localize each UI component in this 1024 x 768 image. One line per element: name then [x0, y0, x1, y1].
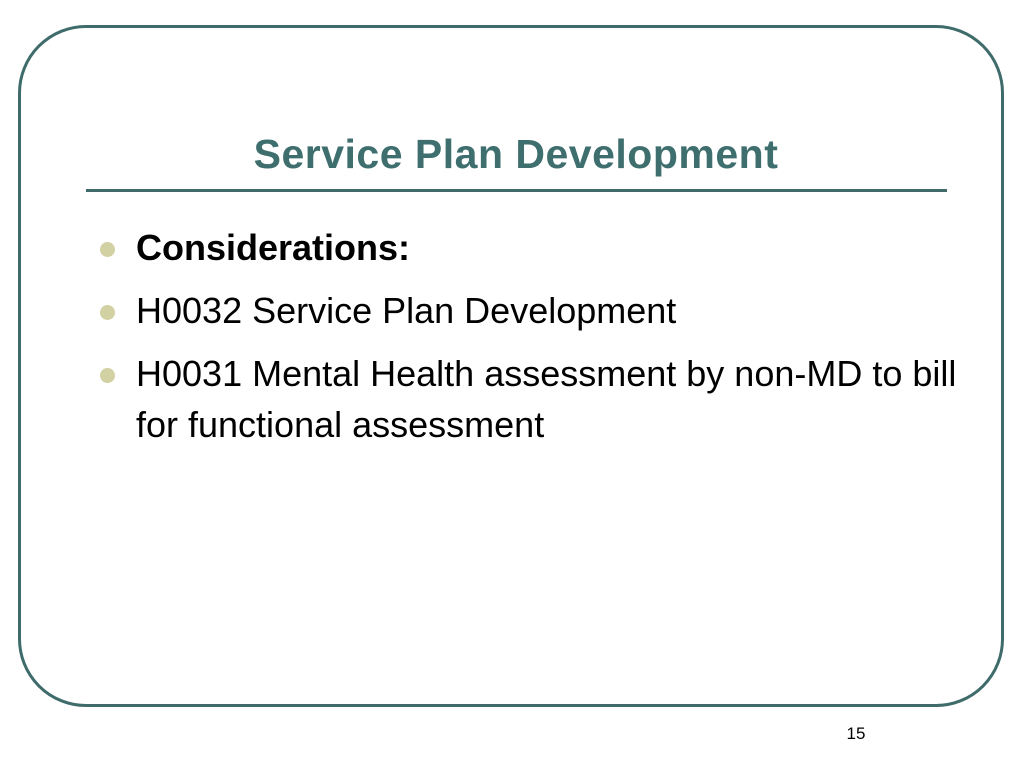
bullet-item-h0031: [100, 348, 960, 450]
bullet-item-h0032: [100, 285, 960, 336]
title-divider: [86, 189, 947, 192]
slide-title: Service Plan Development: [253, 131, 779, 177]
circle-bullet-icon: [100, 242, 115, 257]
circle-bullet-icon: [100, 368, 115, 383]
bullet-text: H0031 Mental Health assessment by non-MD to bill for functional assessment: [136, 353, 957, 445]
bullet-text: H0032 Service Plan Development: [136, 290, 677, 331]
circle-bullet-icon: [100, 305, 115, 320]
page-number: 15: [846, 724, 866, 743]
bullet-list: [100, 222, 960, 462]
bullet-item-considerations: [100, 222, 960, 273]
bullet-text: Considerations:: [136, 227, 411, 268]
